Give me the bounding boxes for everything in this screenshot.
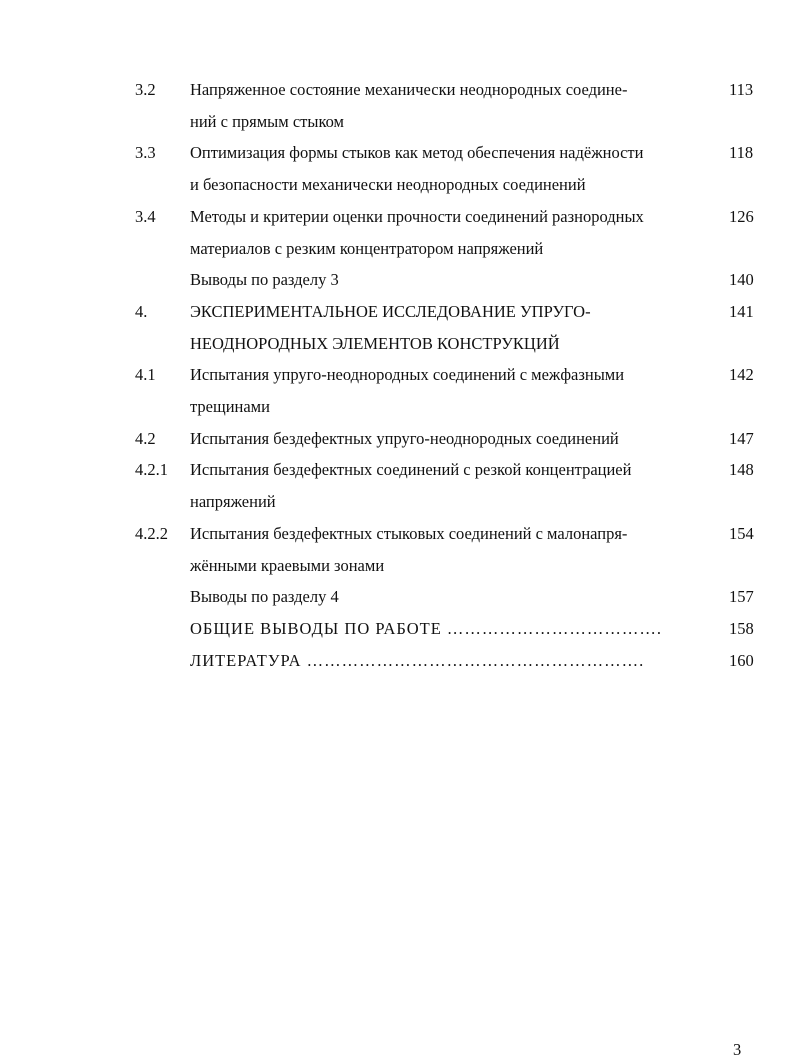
toc-entry-page: 141 (729, 301, 754, 321)
toc-entry-page: 158 (729, 618, 754, 638)
toc-entry-title: Испытания бездефектных упруго-неоднородных соединений (190, 428, 619, 448)
page-number: 3 (733, 1040, 742, 1059)
toc-entry-title: и безопасности механически неоднородных соединений (190, 175, 586, 195)
toc-entry-number: 4.2.2 (135, 523, 168, 543)
toc-entry-title: трещинами (190, 397, 270, 416)
toc-entry-page: 142 (729, 365, 754, 385)
toc-entry-page: 126 (729, 206, 754, 226)
toc-entry-title: Методы и критерии оценки прочности соединений разнородных (190, 206, 644, 226)
toc-entry-page: 160 (729, 650, 754, 670)
toc-entry-title: Выводы по разделу 4 (190, 587, 339, 607)
toc-entry-title: материалов с резким концентратором напряжений (190, 238, 544, 258)
toc-entry-page: 140 (729, 270, 754, 290)
toc-entry-number: 3.3 (135, 143, 156, 163)
toc-entry-number: 4.2.1 (135, 460, 168, 480)
toc-entry-number: 4.2 (135, 428, 156, 448)
toc-entry-page: 154 (729, 523, 754, 543)
toc-entry-page: 157 (729, 587, 754, 607)
toc-entry-title: Испытания упруго-неоднородных соединений с межфазными (190, 365, 625, 385)
toc-entry-title: ний с прямым стыком (190, 111, 345, 131)
toc-entry-number: 3.2 (135, 80, 156, 99)
toc-entry-page: 113 (729, 80, 754, 99)
toc-entry-title: Выводы по разделу 3 (190, 270, 339, 290)
toc-entry-title: НЕОДНОРОДНЫХ ЭЛЕМЕНТОВ КОНСТРУКЦИЙ (190, 333, 560, 353)
toc-entry-page: 118 (729, 143, 754, 163)
toc-entry-title: ЭКСПЕРИМЕНТАЛЬНОЕ ИССЛЕДОВАНИЕ УПРУГО- (190, 301, 591, 321)
toc-entry-number: 3.4 (135, 206, 156, 226)
toc-entry-title: Оптимизация формы стыков как метод обеспечения надёжности (190, 143, 644, 163)
toc-entry-title: напряжений (190, 492, 276, 512)
toc-entry-number: 4.1 (135, 365, 156, 385)
toc-entry-title: жёнными краевыми зонами (190, 555, 385, 575)
toc-entry-title: Напряженное состояние механически неоднородных соедине- (190, 80, 628, 99)
toc-entry-page: 148 (729, 460, 754, 480)
toc-entry-title: ЛИТЕРАТУРА …………………………………………………. (190, 650, 645, 670)
toc-entry-title: Испытания бездефектных стыковых соединений с малонапря- (190, 523, 628, 543)
toc-entry-title: Испытания бездефектных соединений с резкой концентрацией (190, 460, 632, 480)
toc-entry-page: 147 (729, 428, 754, 448)
toc-entry-number: 4. (135, 301, 148, 321)
toc-entry-title: ОБЩИЕ ВЫВОДЫ ПО РАБОТЕ ………………………………. (190, 618, 663, 638)
